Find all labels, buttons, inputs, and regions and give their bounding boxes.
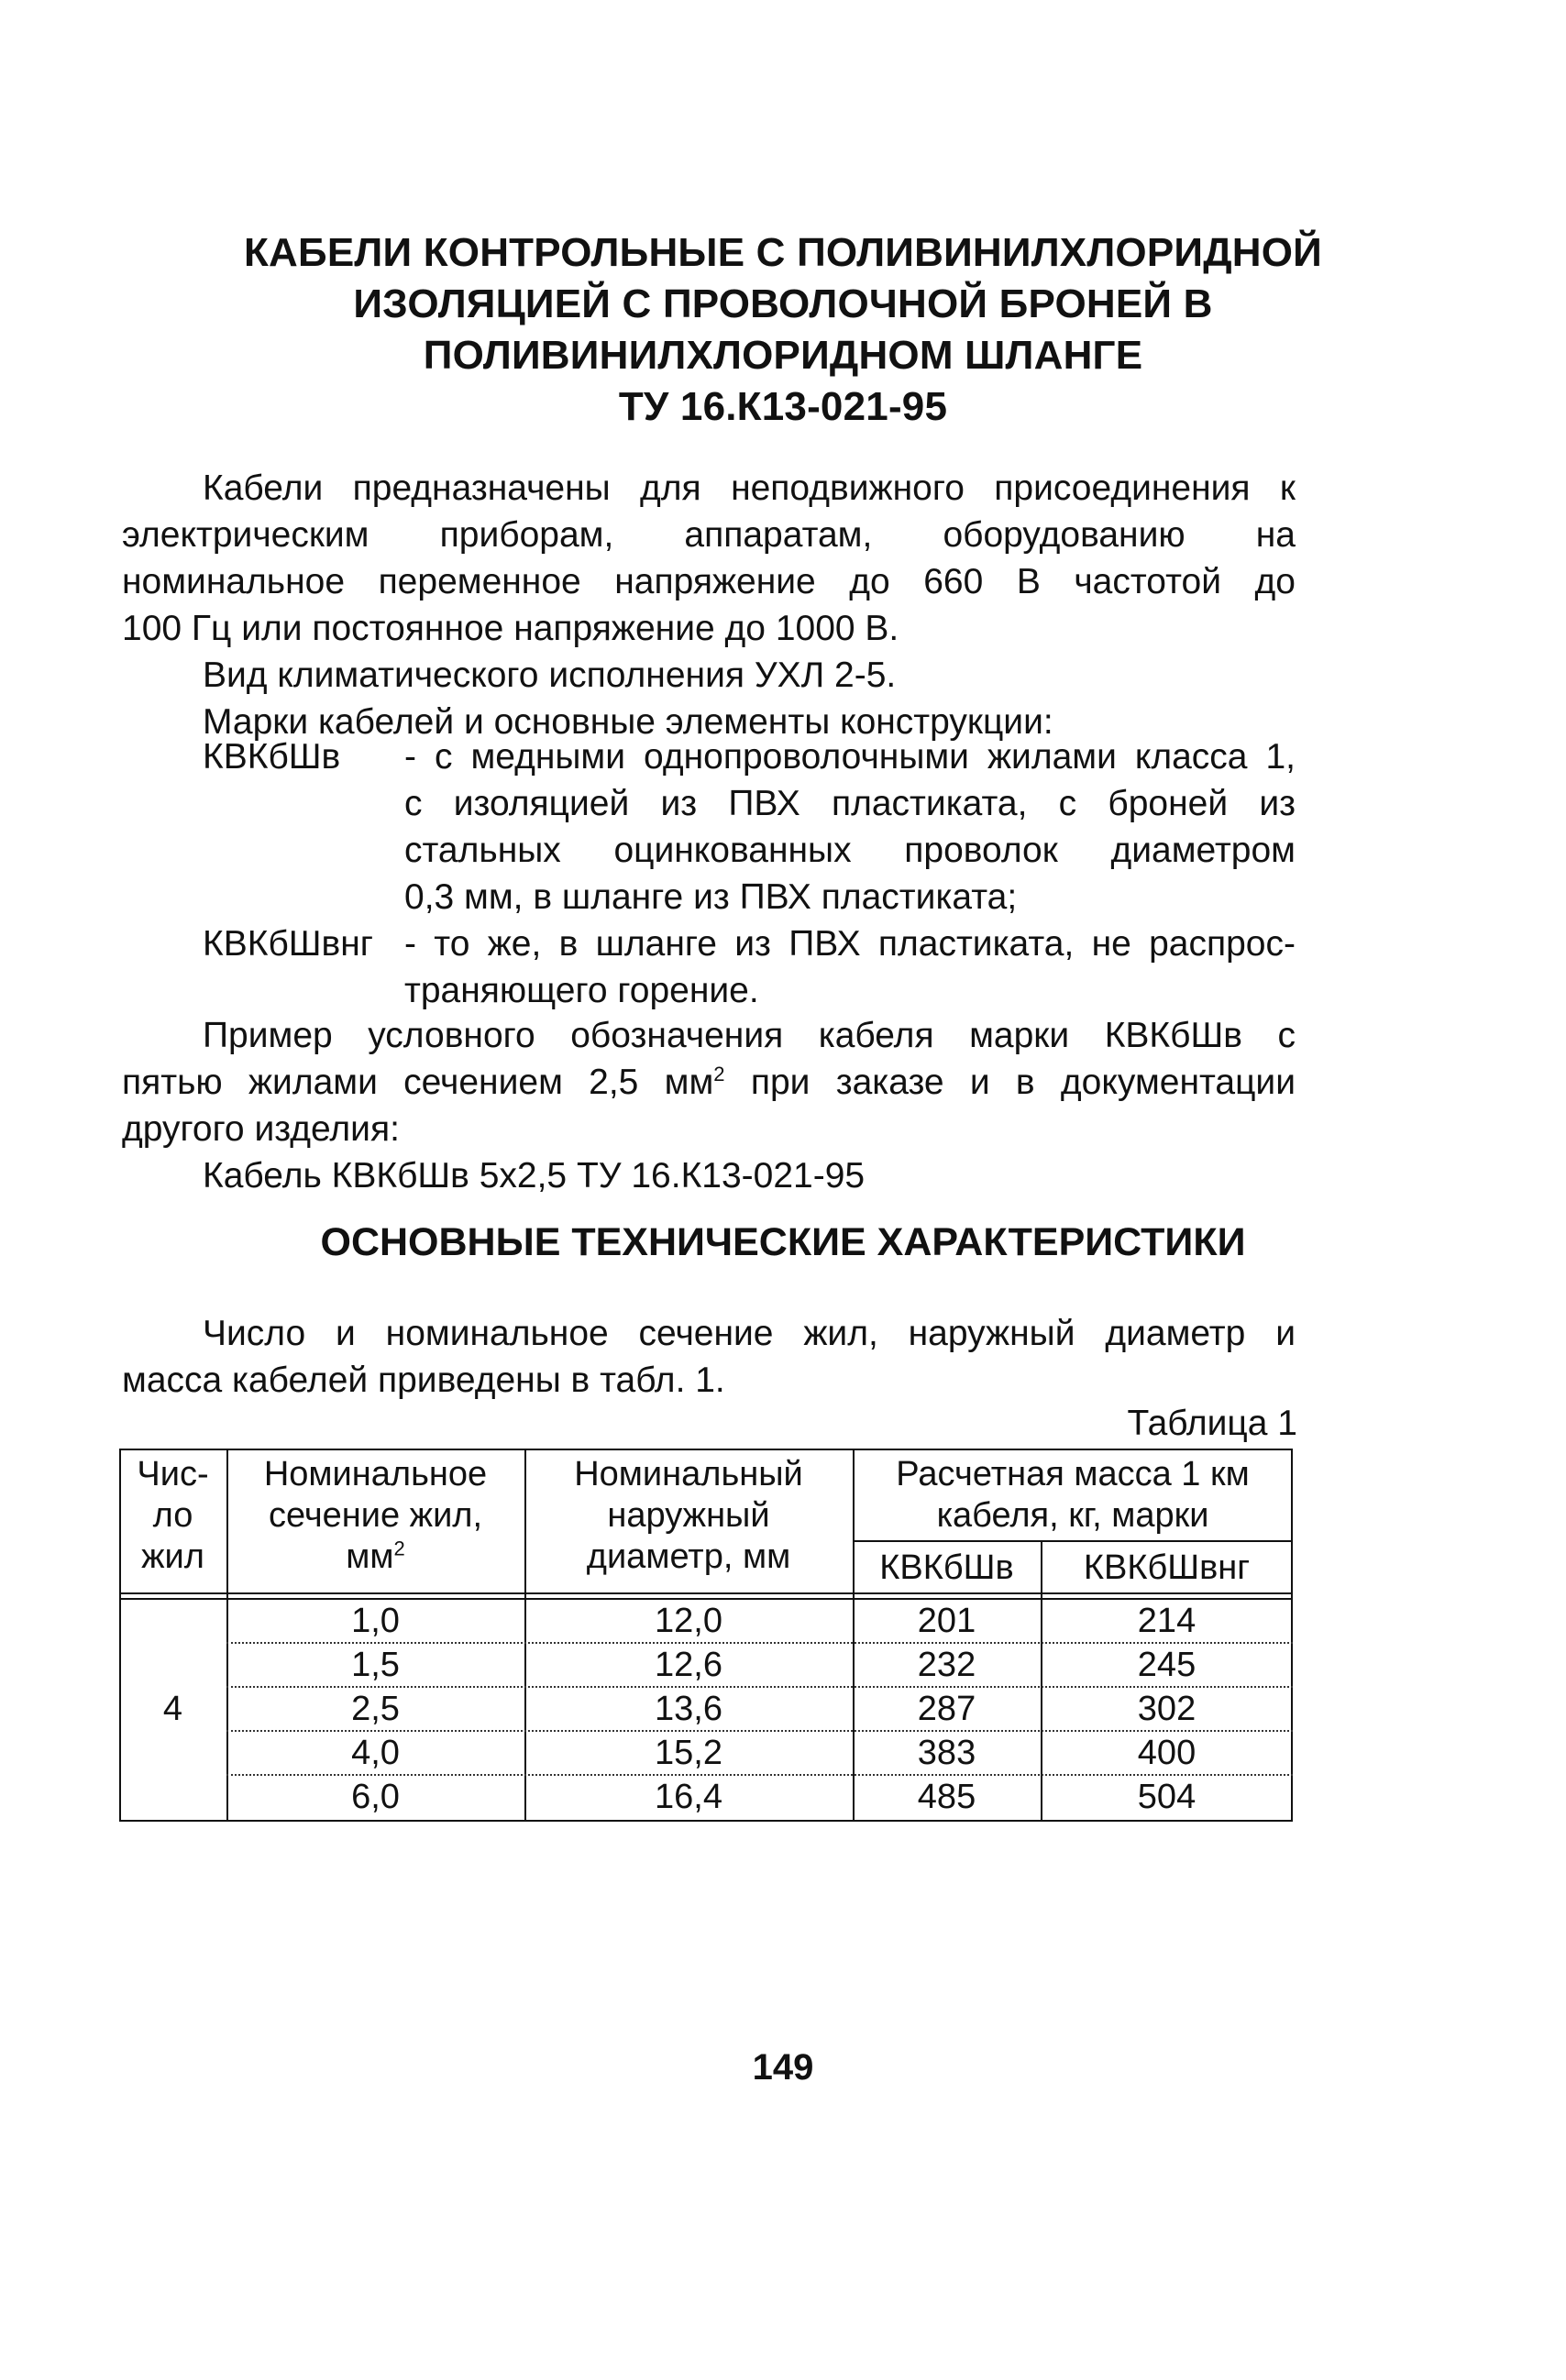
- header-line: кабеля, кг, марки: [936, 1496, 1209, 1535]
- header-mark-2: КВКбШвнг: [1083, 1548, 1251, 1587]
- row-divider: [226, 1642, 1293, 1644]
- title-line: ИЗОЛЯЦИЕЙ С ПРОВОЛОЧНОЙ БРОНЕЙ В: [353, 281, 1213, 326]
- example-paragraph: [122, 1012, 1296, 1199]
- text-line: - с медными однопроволочными жилами класса 1,: [404, 737, 1296, 777]
- title-line: КАБЕЛИ КОНТРОЛЬНЫЕ С ПОЛИВИНИЛХЛОРИДНОЙ: [244, 230, 1322, 275]
- row-divider: [226, 1730, 1293, 1732]
- header-line: Номинальное: [263, 1455, 488, 1493]
- marks-list: [122, 733, 1296, 1014]
- text-line: Кабели предназначены для неподвижного присоединения к: [203, 468, 1296, 508]
- text-fragment: пятью жилами сечением 2,5 мм: [122, 1063, 714, 1102]
- cell-section: 1,5: [351, 1646, 400, 1684]
- cell-mass2: 245: [1137, 1646, 1197, 1684]
- cell-section: 4,0: [351, 1734, 400, 1772]
- superscript: 2: [713, 1063, 725, 1085]
- table-caption: Таблица 1: [1127, 1404, 1297, 1443]
- text-line: номинальное переменное напряжение до 660 В частотой до: [122, 562, 1296, 601]
- cell-mass2: 504: [1137, 1778, 1197, 1816]
- header-divider: [853, 1540, 1293, 1542]
- mark-code: КВКбШв: [203, 737, 341, 777]
- header-line: Чис-: [137, 1455, 209, 1493]
- text-line: стальных оцинкованных проволок диаметром: [404, 831, 1296, 870]
- cell-mass1: 201: [917, 1602, 976, 1640]
- header-line: наружный: [607, 1496, 770, 1535]
- header-section: [226, 1454, 524, 1578]
- text-line: электрическим приборам, аппаратам, оборудованию на: [122, 515, 1296, 555]
- cell-diameter: 16,4: [655, 1778, 722, 1816]
- cell-section: 6,0: [351, 1778, 400, 1816]
- text-line: 100 Гц или постоянное напряжение до 1000 В.: [122, 609, 899, 648]
- header-line: жил: [141, 1537, 204, 1576]
- cell-mass1: 232: [917, 1646, 976, 1684]
- header-line: [226, 1537, 524, 1578]
- cell-diameter: 12,0: [655, 1602, 722, 1640]
- spec-intro-paragraph: [122, 1310, 1296, 1404]
- header-divider: [119, 1598, 1293, 1600]
- header-line: ло: [152, 1496, 193, 1535]
- header-line: Номинальный: [574, 1455, 803, 1493]
- mark-item: [122, 733, 1296, 920]
- header-count: [119, 1454, 226, 1578]
- document-title: [0, 227, 1566, 433]
- count-value: 4: [162, 1690, 183, 1728]
- cell-mass2: 214: [1137, 1602, 1197, 1640]
- mark-item: [122, 920, 1296, 1014]
- text-line: 0,3 мм, в шланге из ПВХ пластиката;: [404, 877, 1018, 917]
- cell-mass2: 400: [1137, 1734, 1197, 1772]
- spec-table: [119, 1449, 1293, 1822]
- cell-mass1: 287: [917, 1690, 976, 1728]
- text-line: Пример условного обозначения кабеля марки КВКбШв с: [203, 1016, 1296, 1055]
- text-line: масса кабелей приведены в табл. 1.: [122, 1361, 725, 1400]
- cell-section: 2,5: [351, 1690, 400, 1728]
- title-standard: ТУ 16.К13-021-95: [618, 384, 948, 429]
- header-mass: [853, 1454, 1293, 1537]
- unit: мм: [346, 1537, 394, 1576]
- cell-diameter: 15,2: [655, 1734, 722, 1772]
- intro-paragraph: [122, 465, 1296, 745]
- marks-intro: Марки кабелей и основные элементы конструкции:: [203, 702, 1053, 742]
- mark-description: [404, 920, 1296, 1014]
- text-line: траняющего горение.: [404, 971, 759, 1010]
- example-designation: Кабель КВКбШв 5х2,5 ТУ 16.К13-021-95: [203, 1156, 866, 1196]
- header-line: Расчетная масса 1 км: [896, 1455, 1250, 1493]
- cell-diameter: 13,6: [655, 1690, 722, 1728]
- header-diameter: [524, 1454, 853, 1578]
- mark-description: [404, 733, 1296, 920]
- header-line: диаметр, мм: [586, 1537, 791, 1576]
- text-fragment: при заказе и в документации: [724, 1063, 1296, 1102]
- text-line: Число и номинальное сечение жил, наружный диаметр и: [203, 1314, 1296, 1353]
- superscript: 2: [393, 1537, 405, 1560]
- row-divider: [226, 1686, 1293, 1688]
- row-divider: [226, 1774, 1293, 1776]
- header-divider: [119, 1592, 1293, 1594]
- cell-mass1: 383: [917, 1734, 976, 1772]
- text-line: с изоляцией из ПВХ пластиката, с броней из: [404, 784, 1296, 823]
- text-line: - то же, в шланге из ПВХ пластиката, не распрос-: [404, 924, 1296, 964]
- cell-mass2: 302: [1137, 1690, 1197, 1728]
- climate-text: Вид климатического исполнения УХЛ 2-5.: [203, 656, 897, 695]
- cell-diameter: 12,6: [655, 1646, 722, 1684]
- title-line: ПОЛИВИНИЛХЛОРИДНОМ ШЛАНГЕ: [423, 333, 1143, 378]
- header-line: сечение жил,: [268, 1496, 483, 1535]
- cell-section: 1,0: [351, 1602, 400, 1640]
- section-title: ОСНОВНЫЕ ТЕХНИЧЕСКИЕ ХАРАКТЕРИСТИКИ: [320, 1220, 1246, 1264]
- text-line: [122, 1059, 1296, 1106]
- cell-mass1: 485: [917, 1778, 976, 1816]
- text-line: другого изделия:: [122, 1109, 400, 1149]
- mark-code: КВКбШвнг: [203, 924, 374, 964]
- header-mark-1: КВКбШв: [879, 1548, 1014, 1587]
- page-number: 149: [752, 2047, 814, 2088]
